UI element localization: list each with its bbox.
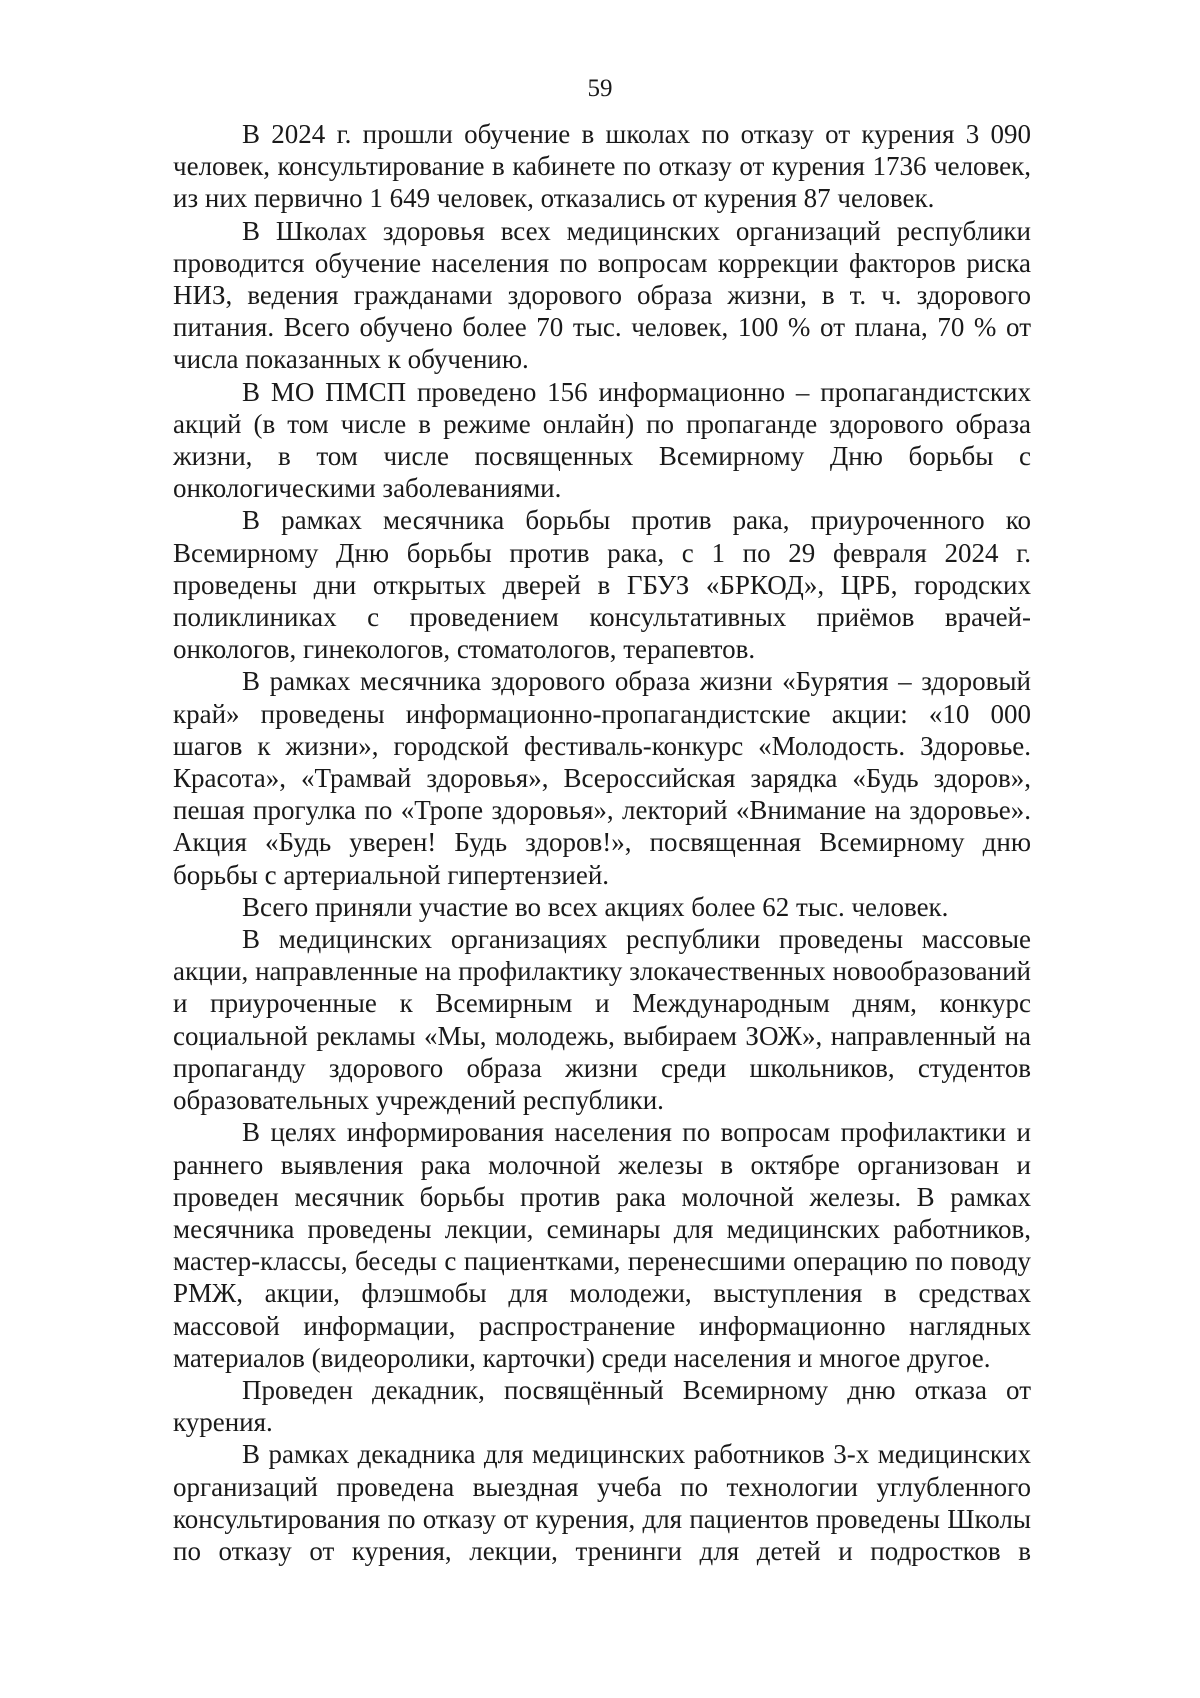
paragraph-pmsp-actions: В МО ПМСП проведено 156 информационно – пропагандистских акций (в том числе в режиме онлайн) по пропаганде здорового образа жизни, в том числе посвященных Всемирному Дню борьбы с онкологическими заболеваниями. (173, 376, 1031, 504)
document-body (173, 118, 1031, 1567)
paragraph-mass-actions: В медицинских организациях республики проведены массовые акции, направленные на профилактику злокачественных новообразований и приуроченные к Всемирным и Международным дням, конкурс социальной рекламы «Мы, молодежь, выбираем ЗОЖ», направленный на пропаганду здорового образа жизни среди школьников, студентов образовательных учреждений республики. (173, 924, 1031, 1116)
paragraph-cancer-month: В рамках месячника борьбы против рака, приуроченного ко Всемирному Дню борьбы против рака, с 1 по 29 февраля 2024 г. проведены дни открытых дверей в ГБУЗ «БРКОД», ЦРБ, городских поликлиниках с проведением консультативных приёмов врачей-онкологов, гинекологов, стоматологов, терапевтов. (173, 505, 1031, 665)
paragraph-smoking-schools: В 2024 г. прошли обучение в школах по отказу от курения 3 090 человек, консультирование в кабинете по отказу от курения 1736 человек, из них первично 1 649 человек, отказались от курения 87 человек. (173, 119, 1031, 214)
paragraph-breast-cancer-month: В целях информирования населения по вопросам профилактики и раннего выявления рака молочной железы в октябре организован и проведен месячник борьбы против рака молочной железы. В рамках месячника проведены лекции, семинары для медицинских работников, мастер-классы, беседы с пациентками, перенесшими операцию по поводу РМЖ, акции, флэшмобы для молодежи, выступления в средствах массовой информации, распространение информационно наглядных материалов (видеоролики, карточки) среди населения и многое другое. (173, 1117, 1031, 1373)
page-number: 59 (587, 75, 613, 102)
paragraph-participants-total: Всего приняли участие во всех акциях более 62 тыс. человек. (242, 891, 949, 922)
paragraph-health-schools: В Школах здоровья всех медицинских организаций республики проводится обучение населения по вопросам коррекции факторов риска НИЗ, ведения гражданами здорового образа жизни, в т. ч. здорового питания. Всего обучено более 70 тыс. человек, 100 % от плана, 70 % от числа показанных к обучению. (173, 215, 1031, 375)
paragraph-no-smoking-decade: Проведен декадник, посвящённый Всемирному дню отказа от курения. (173, 1374, 1031, 1438)
paragraph-healthy-lifestyle-month: В рамках месячника здорового образа жизни «Бурятия – здоровый край» проведены информационно-пропагандистские акции: «10 000 шагов к жизни», городской фестиваль-конкурс «Молодость. Здоровье. Красота», «Трамвай здоровья», Всероссийская зарядка «Будь здоров», пешая прогулка по «Тропе здоровья», лекторий «Внимание на здоровье». Акция «Будь уверен! Будь здоров!», посвященная Всемирному дню борьбы с артериальной гипертензией. (173, 666, 1031, 890)
paragraph-decade-training: В рамках декадника для медицинских работников 3-х медицинских организаций проведена выездная учеба по технологии углубленного консультирования по отказу от курения, для пациентов проведены Школы по отказу от курения, лекции, тренинги для детей и подростков в (173, 1439, 1031, 1566)
